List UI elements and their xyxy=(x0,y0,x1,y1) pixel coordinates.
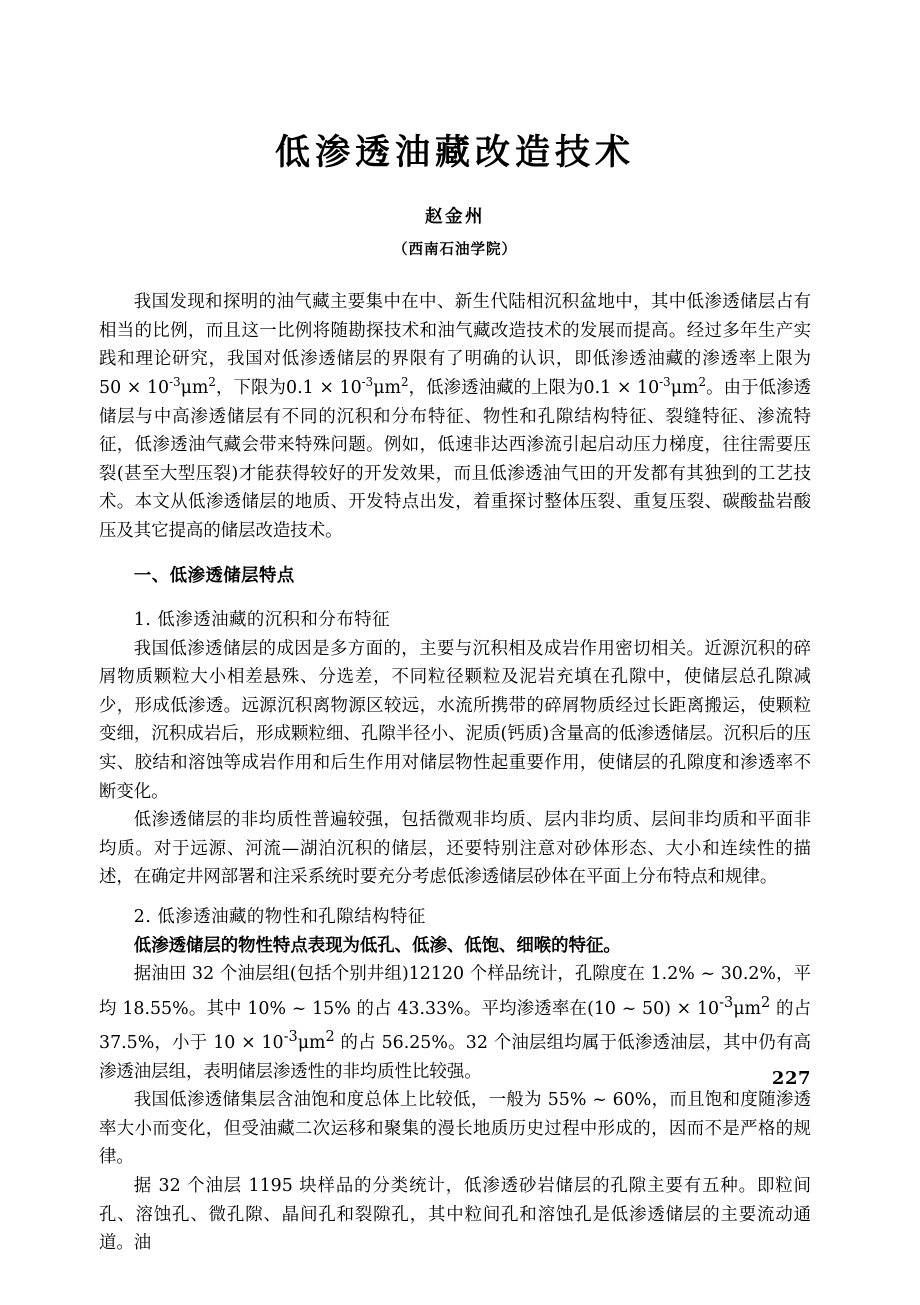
num2-base: 0.1 × 10 xyxy=(286,377,362,398)
section1-sub2-paragraph-3: 我国低渗透储集层含油饱和度总体上比较低，一般为 55% ~ 60%，而且饱和度随渗透率大小而变化，但受油藏二次运移和聚集的漫长地质历史过程中形成的，因而不是严格的规律。 xyxy=(99,1090,811,1168)
stats-text-part-b: 的占 37.5%，小于 10 × 10 xyxy=(99,998,811,1053)
stats-unit-exponent-2: 2 xyxy=(325,1029,335,1046)
section1-sub2-paragraph-4: 据 32 个油层 1195 块样品的分类统计，低渗透砂岩储层的孔隙主要有五种。即粒间孔、溶蚀孔、微孔隙、晶间孔和裂隙孔，其中粒间孔和溶蚀孔是低渗透储层的主要流动通道。油 xyxy=(99,1175,811,1254)
stats-text-part-a: 据油田 32 个油层组(包括个别井组)12120 个样品统计，孔隙度在 1.2% ~ 30.2%，平均 18.55%。其中 10% ~ 15% 的占 43.33%。平均渗透率在(10 ~ 50) × 10 xyxy=(99,964,811,1019)
num1-unit-exponent: 2 xyxy=(208,375,216,390)
num1-base: 50 × 10 xyxy=(99,377,170,398)
num2-unit: μm xyxy=(373,377,401,398)
section-heading-1: 一、低渗透储层特点 xyxy=(133,566,295,587)
num3-base: 0.1 × 10 xyxy=(583,377,660,398)
stats-exponent-1: -3 xyxy=(719,994,734,1011)
intro-paragraph xyxy=(99,288,811,545)
intro-text-part-1: 我国发现和探明的油气藏主要集中在中、新生代陆相沉积盆地中，其中低渗透储层占有相当的比例，而且这一比例将随勘探技术和油气藏改造技术的发展而提高。经过多年生产实践和理论研究，我国对低渗透储层的界限有了明确的认识，即低渗透油藏的渗透率上限为 xyxy=(99,292,811,370)
section1-sub2-paragraph-1: 低渗透储层的物性特点表现为低孔、低渗、低饱、细喉的特征。 xyxy=(133,935,621,956)
permeability-upper-limit-value xyxy=(99,375,216,398)
subsection-heading-1-1: 1. 低渗透油藏的沉积和分布特征 xyxy=(133,610,390,631)
num3-unit: μm xyxy=(670,377,699,398)
num3-exponent: -3 xyxy=(659,375,671,390)
num3-unit-exponent: 2 xyxy=(698,375,707,390)
page-number: 227 xyxy=(771,1068,811,1089)
reservoir-upper-limit-value xyxy=(583,375,707,398)
page-title: 低渗透油藏改造技术 xyxy=(274,132,635,173)
stats-unit-exponent-1: 2 xyxy=(761,994,771,1011)
section1-sub1-paragraph-2: 低渗透储层的非均质性普遍较强，包括微观非均质、层内非均质、层间非均质和平面非均质。对于远源、河流—湖泊沉积的储层，还要特别注意对砂体形态、大小和连续性的描述，在确定井网部署和注采系统时要充分考虑低渗透储层砂体在平面上分布特点和规律。 xyxy=(99,810,811,888)
num2-unit-exponent: 2 xyxy=(400,375,409,390)
stats-text-part-c: 的占 56.25%。32 个油层组均属于低渗透油层，其中仍有高渗透油层组，表明储层渗透性的非均质性比较强。 xyxy=(99,1032,811,1082)
num1-unit: μm xyxy=(180,377,209,398)
title-block xyxy=(99,0,811,258)
intro-text-part-4: 。由于低渗透储层与中高渗透储层有不同的沉积和分布特征、物性和孔隙结构特征、裂缝特征、渗流特征，低渗透油气藏会带来特殊问题。例如，低速非达西渗流引起启动压力梯度，往往需要压裂(甚至大型压裂)才能获得较好的开发效果，而且低渗透油气田的开发都有其独到的工艺技术。本文从低渗透储层的地质、开发特点出发，着重探讨整体压裂、重复压裂、碳酸盐岩酸压及其它提高的储层改造技术。 xyxy=(99,377,811,541)
stats-unit-1: μm xyxy=(733,998,762,1019)
permeability-lower-limit-value xyxy=(286,375,409,398)
author-name: 赵金州 xyxy=(425,206,485,227)
intro-text-part-2: ，下限为 xyxy=(215,377,287,398)
section1-sub1-paragraph-1: 我国低渗透储层的成因是多方面的，主要与沉积相及成岩作用密切相关。近源沉积的碎屑物质颗粒大小相差悬殊、分选差，不同粒径颗粒及泥岩充填在孔隙中，使储层总孔隙减少，形成低渗透。远源沉积离物源区较远，水流所携带的碎屑物质经过长距离搬运，使颗粒变细，沉积成岩后，形成颗粒细、孔隙半径小、泥质(钙质)含量高的低渗透储层。沉积后的压实、胶结和溶蚀等成岩作用和后生作用对储层物性起重要作用，使储层的孔隙度和渗透率不断变化。 xyxy=(99,638,811,802)
subsection-heading-1-2: 2. 低渗透油藏的物性和孔隙结构特征 xyxy=(133,907,426,928)
body-text xyxy=(99,288,811,1258)
num2-exponent: -3 xyxy=(361,375,374,390)
stats-unit-2: μm xyxy=(297,1032,326,1053)
author-affiliation: （西南石油学院） xyxy=(393,240,517,258)
stats-exponent-2: -3 xyxy=(283,1029,298,1046)
num1-exponent: -3 xyxy=(169,375,181,390)
intro-text-part-3: ，低渗透油藏的上限为 xyxy=(408,377,584,398)
